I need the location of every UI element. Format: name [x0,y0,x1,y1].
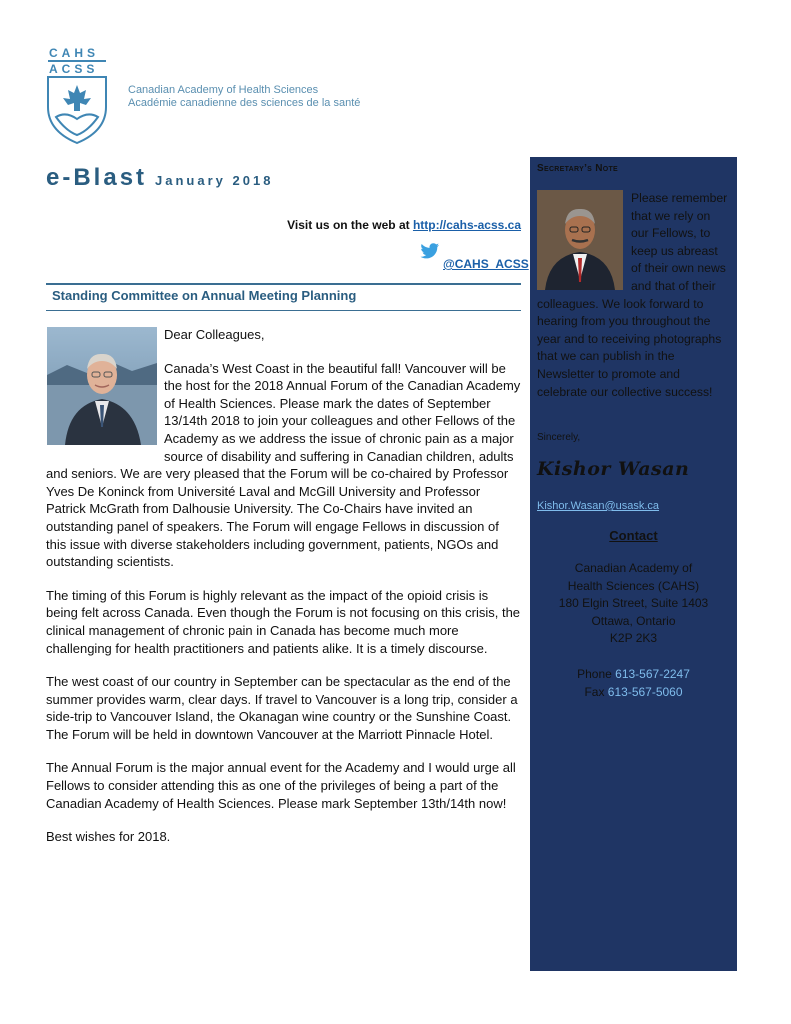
signature: Kishor Wasan [537,458,690,480]
secretary-email-link[interactable]: Kishor.Wasan@usask.ca [537,500,660,512]
letter-paragraph-2: The timing of this Forum is highly relevant as the impact of the opioid crisis is being felt across Canada. Even though the Forum is not focusing on this crisis, the clinical management of chronic pain in Canada has become much more challenging for health practitioners and patients alike. It is a timely discourse. [46,587,521,656]
fax-label: Fax [584,684,608,699]
title-date: January 2018 [155,173,274,188]
twitter-icon[interactable] [420,243,440,259]
letter-paragraph-4: The Annual Forum is the major annual event for the Academy and I would urge all Fellows to consider attending this as one of the privileges of being a part of the Canadian Academy of Health Sciences. Please mark September 13th/14th now! [46,760,516,811]
contact-line: Canadian Academy of [574,561,693,575]
letter-paragraph-1: Canada’s West Coast in the beautiful fall! Vancouver will be the host for the 2018 Annual Forum of the Canadian Academy of Health Sciences. Please mark the dates of September 13/14th 2018 to join your colleagues and other Fellows of the Academy as we address the issue of chronic pain as a major source of disability and suffering in Canadian children, adults and seniors. We are very pleased that the Forum will be co-chaired by Professor Yves De Koninck from Université Laval and McGill University and Professor Patrick McGrath from Dalhousie University. The Co-Chairs have invited an outstanding panel of speakers. The Forum will engage Fellows in discussion of this issue with diverse stakeholders including government, patients, NGOs and outstanding scientists. [46,360,521,570]
section-rule-bottom [46,310,521,311]
letter-body [46,326,522,862]
cahs-logo [46,45,110,145]
phone-number[interactable]: 613-567-2247 [615,666,690,681]
letter-salutation: Dear Colleagues, [164,327,265,342]
org-name-en: Canadian Academy of Health Sciences [128,84,319,96]
phone-line [530,666,737,684]
phone-label: Phone [577,666,616,681]
org-name-fr: Académie canadienne des sciences de la santé [128,97,361,109]
contact-line: 180 Elgin Street, Suite 1403 [558,596,709,611]
secretary-note-text-block [537,190,729,401]
web-label: Visit us on the web at [287,218,413,232]
letter-closing: Best wishes for 2018. [46,829,171,845]
contact-line: K2P 2K3 [609,631,658,646]
section-rule-top [46,283,521,285]
secretary-note-text: Please remember that we rely on our Fellows, to keep us abreast of their own news and that of their colleagues. We look forward to hearing from you throughout the year and to receiving photographs that we can publish in the Newsletter to promote and celebrate our collective success! [537,191,728,399]
secretary-note-heading: Secretary’s Note [537,163,619,174]
section-heading: Standing Committee on Annual Meeting Planning [52,288,357,303]
title-main: e-Blast [46,164,148,191]
contact-block [530,560,737,701]
fax-number: 613-567-5060 [607,684,683,699]
newsletter-title [46,164,273,192]
logo-letters-bottom: ACSS [49,62,99,76]
logo-letters-top: CAHS [49,46,100,60]
letter-paragraph-3: The west coast of our country in September can be spectacular as the end of the summer provides warm, clear days. If travel to Vancouver is a long trip, consider a side-trip to Vancouver Island, the Okanagan wine country or the Sunshine Coast. The Forum will be held in downtown Vancouver at the Marriott Pinnacle Hotel. [46,674,518,742]
twitter-handle-link[interactable]: @CAHS_ACSS [443,257,529,271]
fax-line [530,684,737,702]
sincerely-text: Sincerely, [537,432,581,443]
contact-line: Ottawa, Ontario [591,613,676,628]
web-link[interactable]: http://cahs-acss.ca [412,218,521,232]
contact-line: Health Sciences (CAHS) [567,578,700,593]
contact-heading: Contact [609,528,658,543]
web-line [287,218,521,232]
